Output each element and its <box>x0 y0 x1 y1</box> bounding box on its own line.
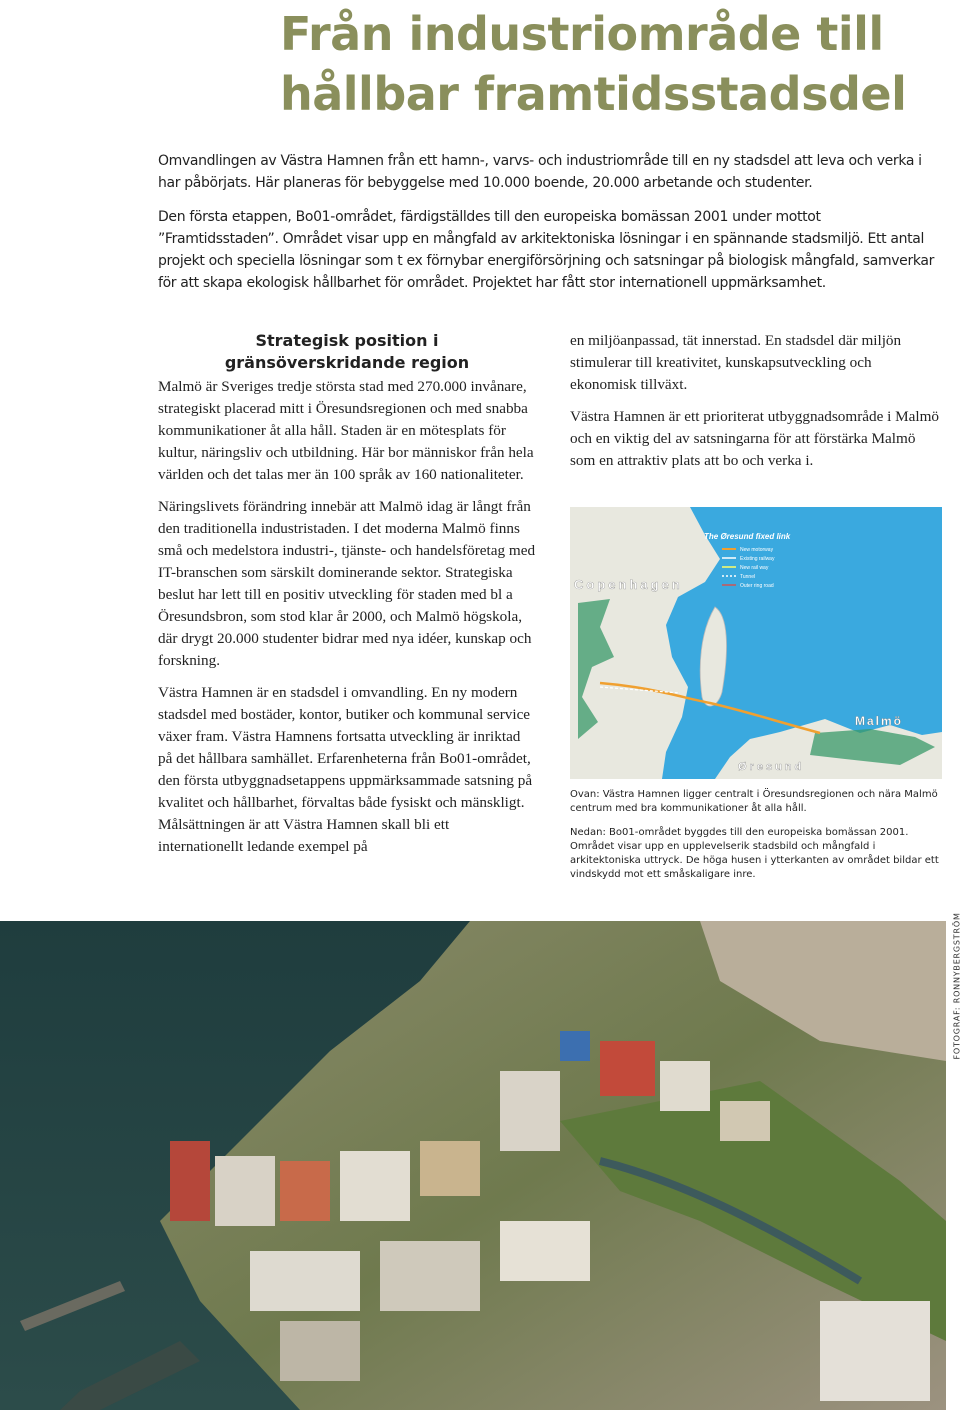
photo-credit <box>949 912 962 1061</box>
map-label-copenhagen: Copenhagen <box>574 577 683 592</box>
right-column <box>570 330 942 482</box>
right-paragraph-2: Västra Hamnen är ett prioriterat utbyggnadsområde i Malmö och en viktig del av satsningarna för att förstärka Malmö som en attraktiv plats att bo och verka i. <box>570 408 940 469</box>
oresund-map <box>570 507 942 779</box>
left-paragraph-1: Malmö är Sveriges tredje största stad med 270.000 invånare, strategiskt placerad mitt i Öresundsregionen och med snabba kommunikationer åt alla håll. Staden är en mötesplats för kultur, näringsliv och utbildning. Här bor människor från hela världen och det talas mer än 100 språk av 160 nationaliteter. <box>158 378 534 483</box>
right-body <box>570 330 942 472</box>
subheading-line-2: gränsöverskridande region <box>224 353 470 372</box>
left-body <box>158 376 536 858</box>
map-legend-5: Outer ring road <box>740 583 774 589</box>
photo-credit-text: FOTOGRAF: RONNYBERGSTRÖM <box>952 912 962 1060</box>
map-legend-2: Existing railway <box>740 556 775 562</box>
left-paragraph-3: Västra Hamnen är en stadsdel i omvandling. En ny modern stadsdel med bostäder, kontor, butiker och kommunal service växer fram. Västra Hamnens fortsatta utveckling är inriktad på det hållbara samhället. Erfarenheterna från Bo01-området, den första utbyggnadsetappens uppmärksammade satsning på kvalitet och hållbarhet, förvaltas både fysiskt och mänskligt. Målsättningen är att Västra Hamnen skall bli ett internationellt ledande exempel på <box>158 684 533 855</box>
page-title <box>280 4 940 124</box>
title-line-2: hållbar framtidsstadsdel <box>280 67 907 121</box>
subheading-line-1: Strategisk position i <box>255 331 439 350</box>
left-column <box>158 330 536 868</box>
map-label-malmo: Malmö <box>855 714 904 728</box>
caption-above: Ovan: Västra Hamnen ligger centralt i Öresundsregionen och nära Malmö centrum med bra kommunikationer åt alla håll. <box>570 789 938 814</box>
map-legend-1: New motorway <box>740 547 774 553</box>
image-captions <box>570 788 945 892</box>
intro-paragraph-1: Omvandlingen av Västra Hamnen från ett hamn-, varvs- och industriområde till en ny stadsdel att leva och verka i har påbörjats. Här planeras för bebyggelse med 10.000 boende, 20.000 arbetande och studenter. <box>158 153 922 191</box>
intro-paragraph-2: Den första etappen, Bo01-området, färdigställdes till den europeiska bomässan 2001 under mottot ”Framtidsstaden”. Området visar upp en mångfald av arkitektoniska lösningar i en spännande stadsmiljö. Ett antal projekt och speciella lösningar som t ex förnybar energiförsörjning och satsningar på biologisk mångfald, samverkar för att skapa ekologisk hållbarhet för området. Projektet har fått stor internationell uppmärksamhet. <box>158 209 934 291</box>
section-subheading <box>158 330 536 374</box>
caption-below: Nedan: Bo01-området byggdes till den europeiska bomässan 2001. Området visar upp en upplevelserik stadsbild och mångfald i arkitektoniska uttryck. De höga husen i ytterkanten av området bildar ett vindskydd mot ett småskaligare inre. <box>570 827 939 880</box>
intro-text <box>158 150 943 306</box>
map-label-oresund: Øresund <box>738 761 805 773</box>
map-legend-4: Tunnel <box>740 574 756 580</box>
map-legend-3: New rail way <box>740 565 769 571</box>
right-paragraph-1: en miljöanpassad, tät innerstad. En stadsdel där miljön stimulerar till kreativitet, kunskapsutveckling och ekonomisk tillväxt. <box>570 332 902 393</box>
aerial-photo <box>0 921 946 1410</box>
left-paragraph-2: Näringslivets förändring innebär att Malmö idag är långt från den traditionella industristaden. I det moderna Malmö finns små och medelstora industri-, tjänste- och handelsföretag med IT-branschen som särskilt dominerande sektor. Strategiska beslut har lett till en positiv utveckling för staden med bl a Öresundsbron, som stod klar år 2000, och Malmö högskola, där drygt 20.000 studenter bidrar med nya idéer, kunskap och forskning. <box>158 498 536 669</box>
map-title: The Øresund fixed link <box>704 532 791 541</box>
title-line-1: Från industriområde till <box>280 7 884 61</box>
